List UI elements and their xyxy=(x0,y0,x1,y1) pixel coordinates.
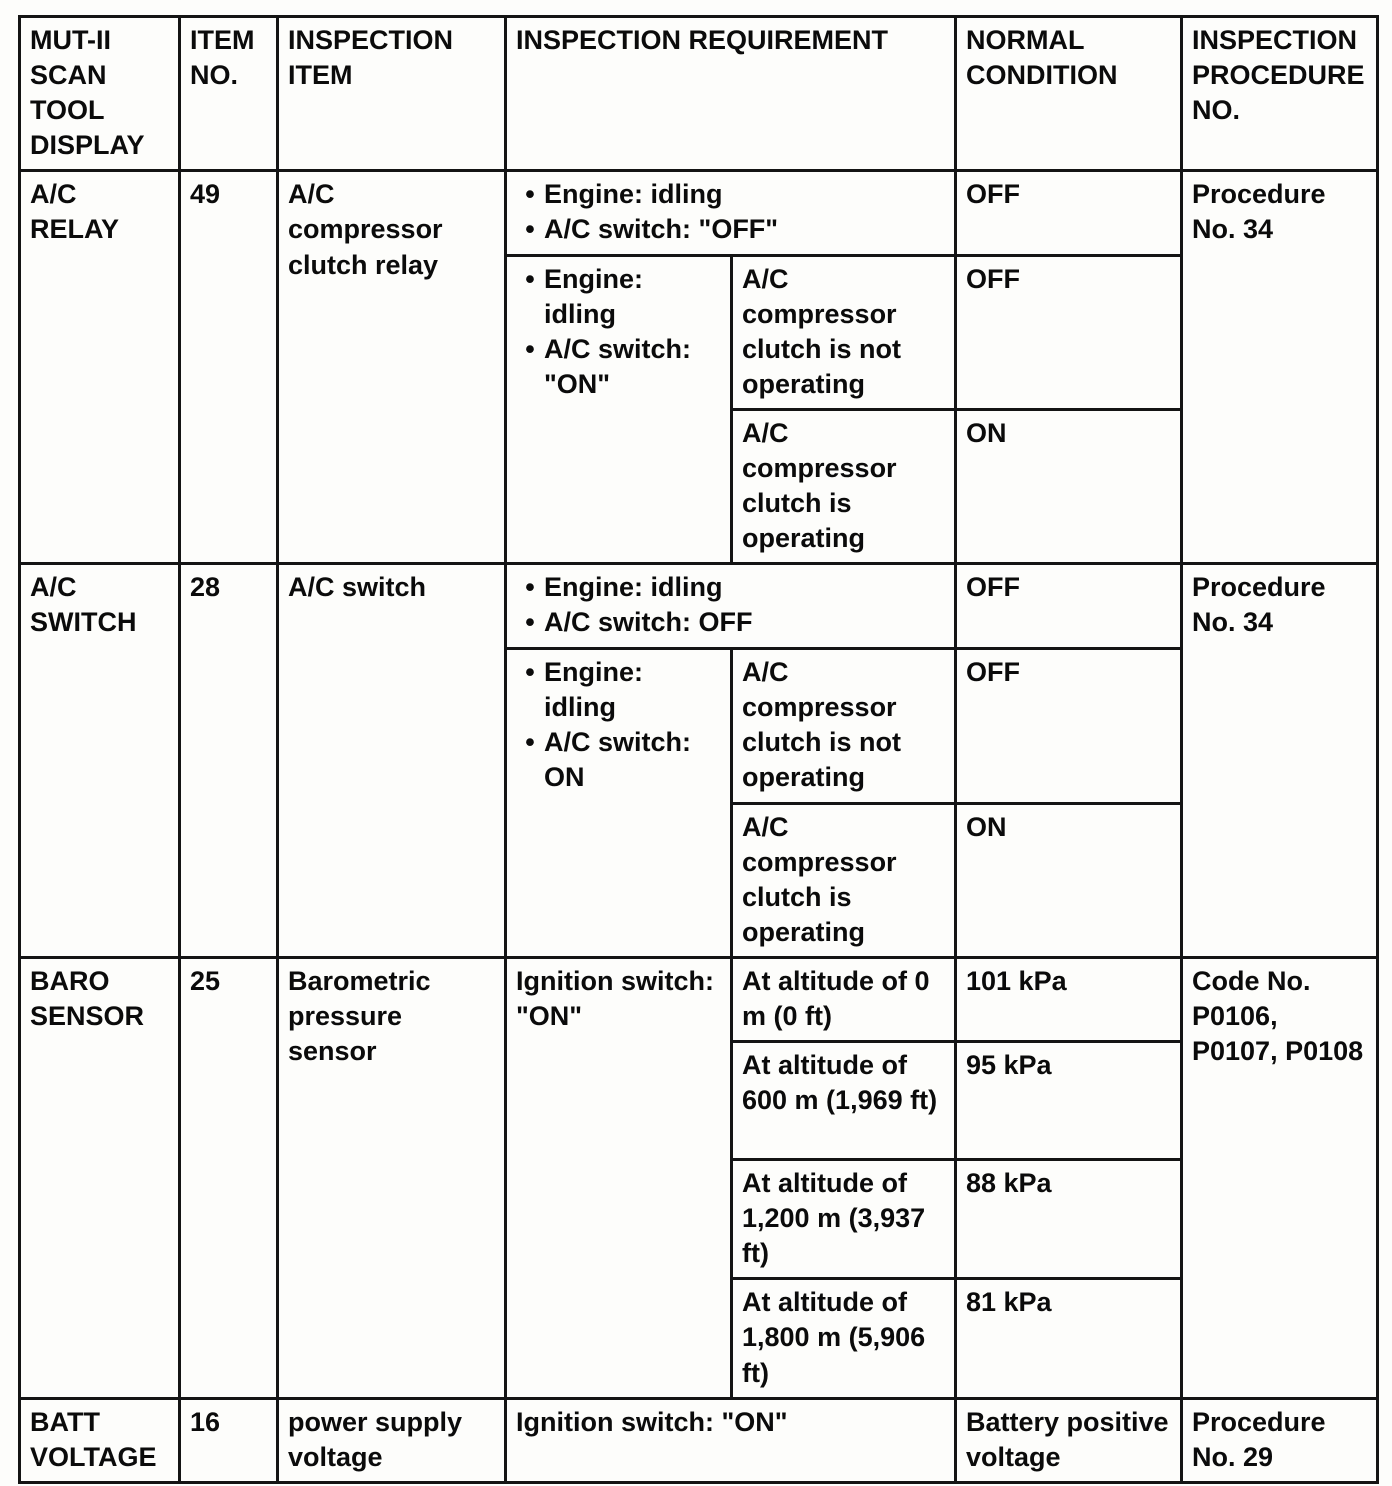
normal-condition-cell: Battery positive voltage xyxy=(956,1398,1182,1482)
requirement-cell xyxy=(506,564,956,648)
header-normal-condition: NORMAL CONDITION xyxy=(956,17,1182,171)
display-cell: A/C RELAY xyxy=(20,171,180,564)
requirement-left-cell: Ignition switch: "ON" xyxy=(506,957,732,1398)
normal-condition-cell: ON xyxy=(956,803,1182,957)
procedure-cell: Procedure No. 34 xyxy=(1182,171,1378,564)
requirement-left-cell xyxy=(506,648,732,957)
inspection-item-cell: A/C compressor clutch relay xyxy=(278,171,506,564)
inspection-item-cell: power supply voltage xyxy=(278,1398,506,1482)
normal-condition-cell: 101 kPa xyxy=(956,957,1182,1041)
bullet-item: • A/C switch: ON xyxy=(516,725,722,795)
header-inspection-requirement: INSPECTION REQUIREMENT xyxy=(506,17,956,171)
display-cell: BATT VOLTAGE xyxy=(20,1398,180,1482)
normal-condition-cell: ON xyxy=(956,409,1182,563)
requirement-state-cell: A/C compressor clutch is operating xyxy=(732,409,956,563)
normal-condition-cell: OFF xyxy=(956,648,1182,803)
item-no-cell: 28 xyxy=(180,564,278,958)
normal-condition-cell: OFF xyxy=(956,255,1182,409)
bullet-icon xyxy=(516,725,544,760)
bullet-item: • A/C switch: "OFF" xyxy=(516,212,946,247)
header-row xyxy=(20,17,1378,171)
requirement-state-cell: A/C compressor clutch is not operating xyxy=(732,648,956,803)
bullet-icon xyxy=(516,605,544,640)
procedure-cell: Procedure No. 29 xyxy=(1182,1398,1378,1482)
bullet-item: • A/C switch: OFF xyxy=(516,605,946,640)
requirement-bullet-list xyxy=(516,655,722,795)
requirement-state-cell: A/C compressor clutch is not operating xyxy=(732,255,956,409)
requirement-bullet-list xyxy=(516,570,946,640)
header-scan-tool-display: MUT-II SCAN TOOL DISPLAY xyxy=(20,17,180,171)
procedure-cell: Code No. P0106, P0107, P0108 xyxy=(1182,957,1378,1398)
inspection-item-cell: A/C switch xyxy=(278,564,506,958)
requirement-cell: Ignition switch: "ON" xyxy=(506,1398,956,1482)
bullet-item: • A/C switch: "ON" xyxy=(516,332,722,402)
normal-condition-cell: 88 kPa xyxy=(956,1160,1182,1279)
bullet-icon xyxy=(516,212,544,247)
requirement-bullet-list xyxy=(516,262,722,402)
requirement-cell xyxy=(506,171,956,255)
bullet-icon xyxy=(516,655,544,690)
header-inspection-item: INSPECTION ITEM xyxy=(278,17,506,171)
header-inspection-procedure-no: INSPECTION PROCEDURE NO. xyxy=(1182,17,1378,171)
display-cell: BARO SENSOR xyxy=(20,957,180,1398)
table-row xyxy=(20,171,1378,255)
bullet-icon xyxy=(516,570,544,605)
bullet-icon xyxy=(516,332,544,367)
normal-condition-cell: OFF xyxy=(956,171,1182,255)
inspection-item-cell: Barometric pressure sensor xyxy=(278,957,506,1398)
procedure-cell: Procedure No. 34 xyxy=(1182,564,1378,958)
header-item-no: ITEM NO. xyxy=(180,17,278,171)
table-row xyxy=(20,564,1378,648)
display-cell: A/C SWITCH xyxy=(20,564,180,958)
table-row xyxy=(20,1398,1378,1482)
requirement-bullet-list xyxy=(516,177,946,247)
normal-condition-cell: 81 kPa xyxy=(956,1279,1182,1398)
table-row xyxy=(20,957,1378,1041)
bullet-icon xyxy=(516,262,544,297)
requirement-state-cell: At altitude of 0 m (0 ft) xyxy=(732,957,956,1041)
bullet-item: • Engine: idling xyxy=(516,262,722,332)
requirement-state-cell: At altitude of 1,200 m (3,937 ft) xyxy=(732,1160,956,1279)
requirement-left-cell xyxy=(506,255,732,564)
normal-condition-cell: 95 kPa xyxy=(956,1042,1182,1160)
scan-tool-data-table xyxy=(18,15,1379,1484)
requirement-state-cell: At altitude of 1,800 m (5,906 ft) xyxy=(732,1279,956,1398)
bullet-item: • Engine: idling xyxy=(516,177,946,212)
item-no-cell: 49 xyxy=(180,171,278,564)
item-no-cell: 25 xyxy=(180,957,278,1398)
requirement-state-cell: At altitude of 600 m (1,969 ft) xyxy=(732,1042,956,1160)
bullet-icon xyxy=(516,177,544,212)
bullet-item: • Engine: idling xyxy=(516,570,946,605)
bullet-item: • Engine: idling xyxy=(516,655,722,725)
item-no-cell: 16 xyxy=(180,1398,278,1482)
requirement-state-cell: A/C compressor clutch is operating xyxy=(732,803,956,957)
normal-condition-cell: OFF xyxy=(956,564,1182,648)
